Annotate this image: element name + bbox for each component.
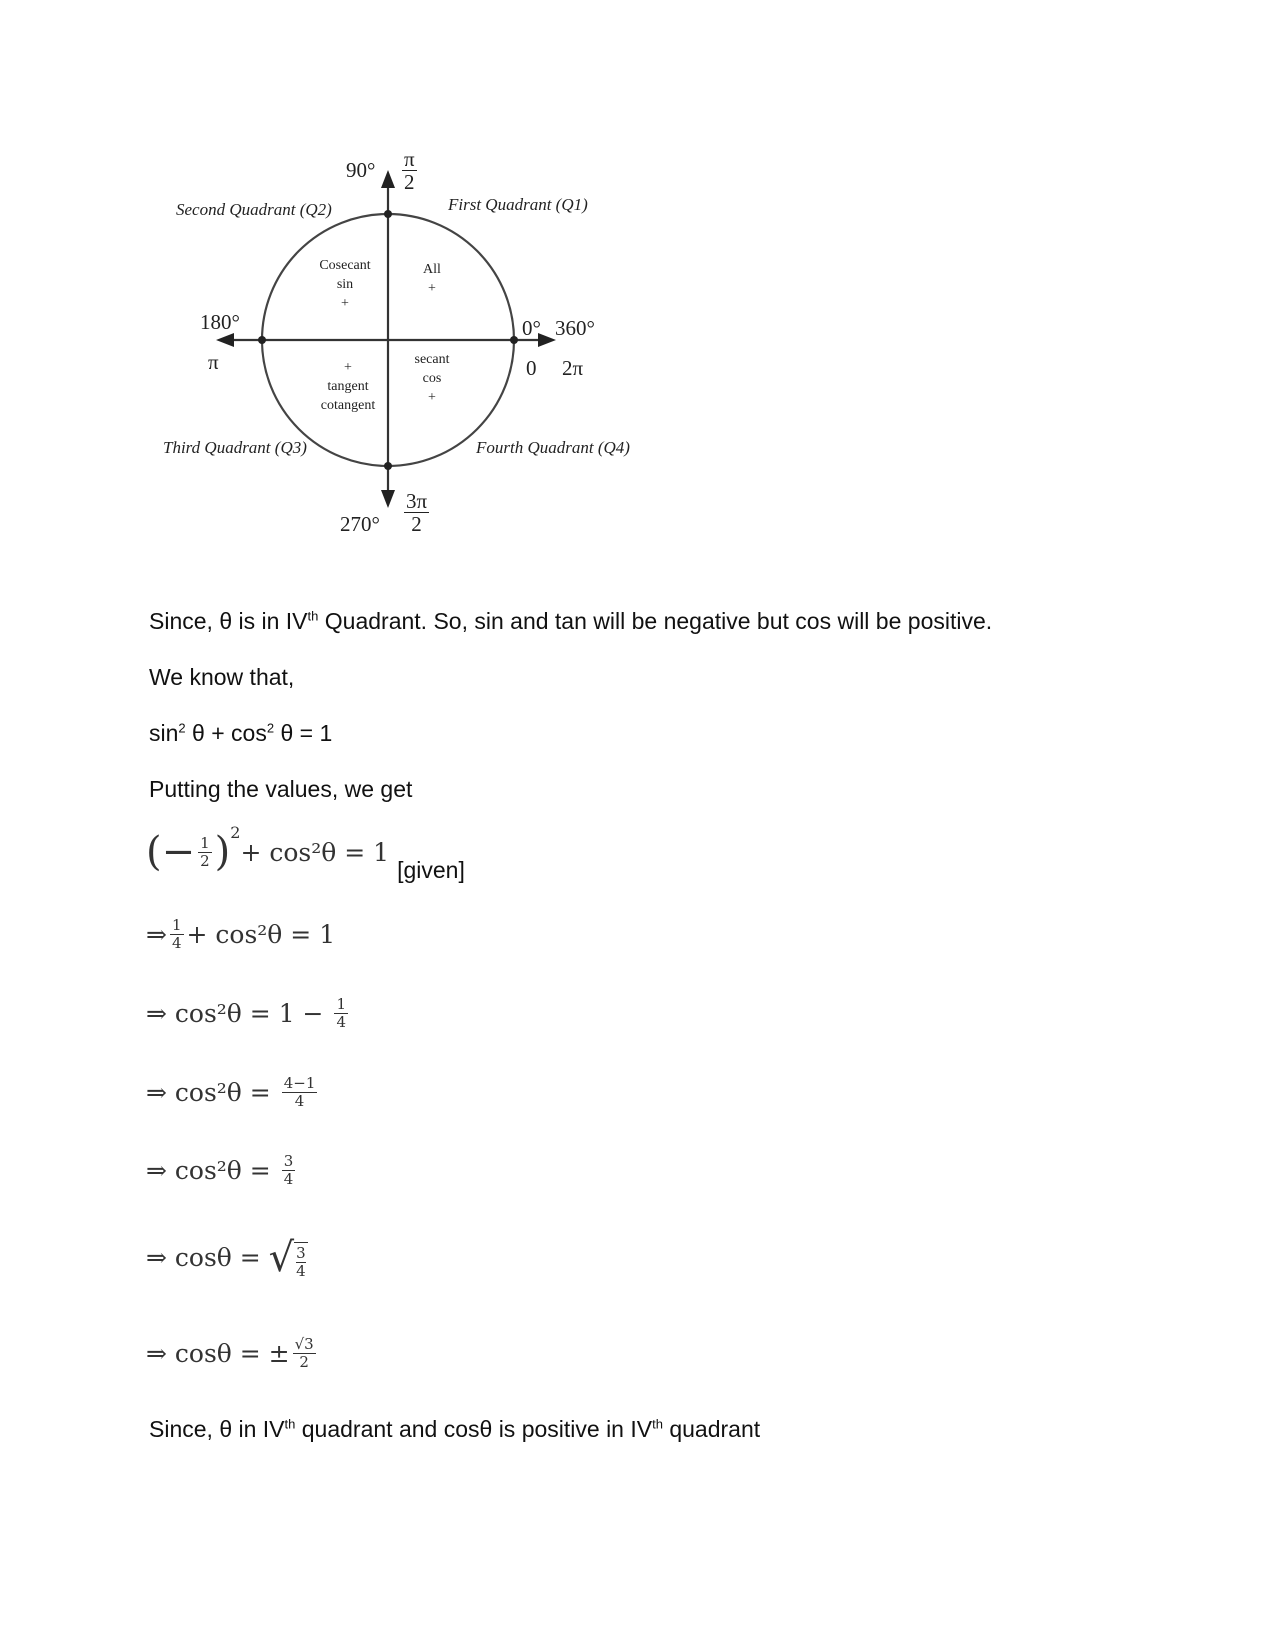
right-degree-label-a: 0° [522,316,541,340]
e3-den: 4 [336,1013,346,1031]
q1-text-all: All [423,262,441,277]
point-top [384,210,392,218]
e7-den: 2 [299,1353,309,1371]
e5-den: 4 [283,1170,294,1188]
q2-functions [310,256,380,313]
e1-open-paren: (− [146,829,196,875]
text-line-putting-values: Putting the values, we get [149,776,413,802]
q4-text-secant: secant [414,352,450,367]
text-line-conclusion [149,1416,760,1443]
e3-fraction [334,996,348,1031]
e1-den: 2 [200,851,210,870]
l3-part-a: sin [149,720,179,746]
e2-rest: + cos²θ = 1 [186,920,336,949]
last-part-b: quadrant and cosθ is positive in IV [295,1416,653,1442]
first-quadrant-label: First Quadrant (Q1) [448,195,588,214]
second-quadrant-label: Second Quadrant (Q2) [176,200,332,219]
e5-lead: ⇒ cos²θ = [146,1156,279,1185]
bottom-radian-label [404,490,429,535]
left-degree-label: 180° [200,310,240,334]
l3-sup1: 2 [178,720,186,736]
l3-part-b: θ + cos [185,720,267,746]
point-bottom [384,462,392,470]
point-left [258,336,266,344]
arrow-up-icon [381,170,395,188]
e1-close-paren: ) [214,829,231,875]
e2-fraction [170,917,184,952]
e4-num: 4−1 [283,1074,316,1092]
q3-functions [310,358,386,415]
e4-lead: ⇒ cos²θ = [146,1078,279,1107]
last-sup1: th [284,1416,296,1432]
equation-4 [146,1075,320,1110]
right-radian-label-b: 2π [562,356,584,380]
e6-lead: ⇒ cosθ = [146,1242,269,1272]
e1-num: 1 [200,833,210,852]
e6-fraction [294,1242,308,1280]
l3-part-c: θ = 1 [274,720,333,746]
e7-num: √3 [294,1335,314,1353]
l1-part-b: Quadrant. So, sin and tan will be negative but cos will be positive. [318,608,993,634]
l1-sup: th [307,608,319,624]
last-part-c: quadrant [662,1416,761,1442]
e5-fraction [282,1153,296,1188]
top-radian-num: π [404,147,415,171]
e7-fraction [293,1336,316,1371]
last-sup2: th [652,1416,663,1432]
q3-text-cotangent: cotangent [320,398,376,413]
q4-functions [406,350,458,407]
top-radian-den: 2 [404,170,415,194]
e3-lead: ⇒ cos²θ = 1 − [146,999,332,1028]
right-radian-label-a: 0 [526,356,537,380]
q1-functions [412,260,452,298]
text-line-identity [149,720,332,747]
top-radian-label [402,148,417,193]
bottom-radian-num: 3π [406,489,428,513]
q3-text-tangent: tangent [327,379,369,394]
bottom-radian-den: 2 [411,512,422,536]
e5-num: 3 [283,1152,294,1170]
quadrant-diagram [150,140,670,570]
l1-part-a: Since, θ is in IV [149,608,308,634]
e4-den: 4 [294,1092,305,1110]
q3-text-plus: + [344,360,352,375]
q2-text-sin: sin [336,277,354,292]
equation-2 [146,917,335,952]
arrow-down-icon [381,490,395,508]
given-note: [given] [397,856,465,883]
point-right [510,336,518,344]
e6-den: 4 [296,1262,306,1280]
left-radian-label: π [208,350,219,374]
q2-text-cosecant: Cosecant [319,258,371,273]
q4-text-plus: + [428,390,436,405]
q1-text-plus: + [428,281,436,296]
e1-rest: + cos²θ = 1 [240,837,390,867]
sqrt-icon: √ [268,1235,295,1281]
third-quadrant-label: Third Quadrant (Q3) [163,438,307,457]
right-degree-label-b: 360° [555,316,595,340]
e4-fraction [282,1075,318,1110]
e2-den: 4 [171,934,182,952]
equation-7 [146,1336,319,1371]
top-degree-label: 90° [346,158,376,182]
bottom-degree-label: 270° [340,512,380,536]
fourth-quadrant-label: Fourth Quadrant (Q4) [476,438,630,457]
equation-5 [146,1153,298,1188]
text-line-we-know: We know that, [149,664,295,690]
e1-fraction [198,835,212,870]
equation-1 [146,822,465,883]
e2-num: 1 [171,916,182,934]
l3-sup2: 2 [266,720,275,736]
e1-exponent: 2 [230,822,241,842]
e6-sqrt [269,1234,308,1280]
q4-text-cos: cos [422,371,442,386]
equation-6 [146,1234,308,1280]
arrow-left-icon [216,333,234,347]
q2-text-plus: + [341,296,349,311]
last-part-a: Since, θ in IV [149,1416,285,1442]
e3-num: 1 [336,995,346,1013]
e7-lead: ⇒ cosθ = ± [146,1339,290,1368]
equation-3 [146,996,351,1031]
text-line-quadrant-statement [149,608,992,635]
e2-arrow: ⇒ [146,920,167,949]
e6-num: 3 [296,1244,306,1262]
